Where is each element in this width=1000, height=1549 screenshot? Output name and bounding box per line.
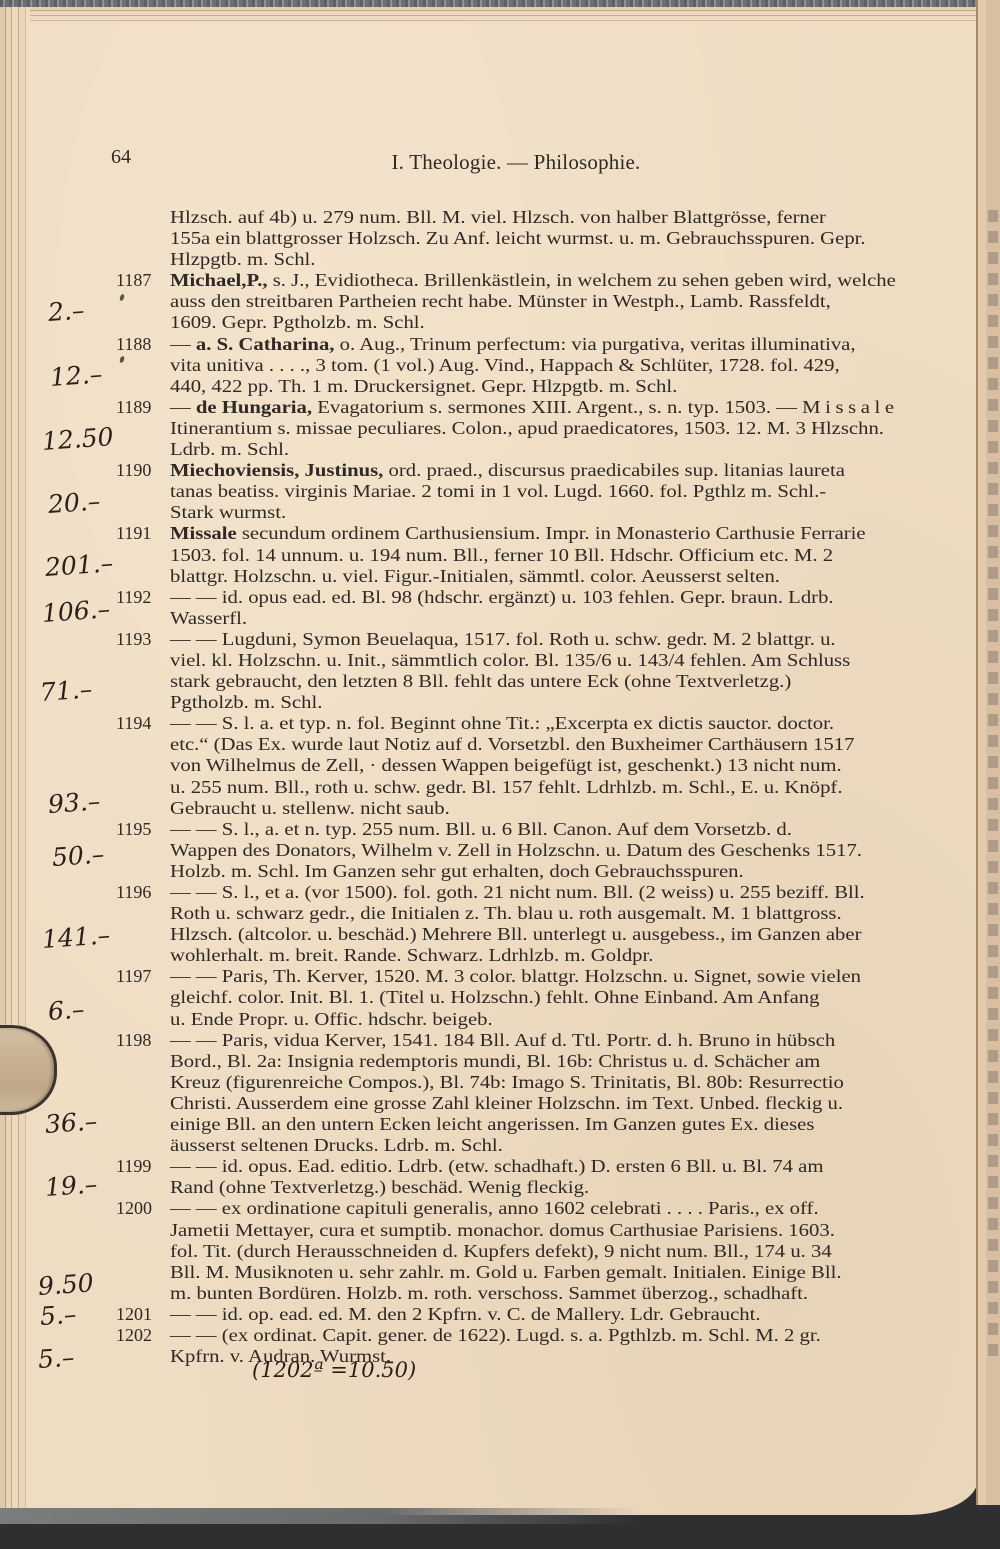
text-line: [116, 924, 936, 945]
entry-text: secundum ordinem Carthusiensium. Impr. in Monasterio Carthusie Ferrarie: [236, 523, 866, 544]
handwritten-price: 93.–: [46, 786, 102, 819]
line-text: 1609. Gepr. Pgtholzb. m. Schl.: [170, 312, 425, 333]
scan-bottom-shadow: [0, 1508, 640, 1524]
text-line: [116, 228, 936, 249]
text-line: [116, 439, 936, 460]
entry-first-line: [170, 966, 861, 987]
line-text: Bord., Bl. 2a: Insignia redemptoris mundi, Bl. 16b: Christus u. d. Schächer am: [170, 1050, 821, 1071]
entry-first-line: [170, 1156, 823, 1177]
entry-number: 1188: [116, 333, 152, 354]
text-line: [116, 987, 936, 1008]
handwritten-price: 50.–: [50, 839, 106, 872]
line-text: Rand (ohne Textverletzg.) beschäd. Wenig fleckig.: [170, 1177, 590, 1198]
text-line: [116, 1051, 936, 1072]
entry-number: 1202: [116, 1324, 152, 1345]
text-line: [116, 1135, 936, 1156]
text-line: [116, 861, 936, 882]
text-line: [116, 840, 936, 861]
line-text: Stark wurmst.: [170, 502, 287, 523]
line-text: Jametii Mettayer, cura et sumptib. monachor. domus Carthusiae Parisiens. 1603.: [170, 1219, 835, 1240]
line-text: Pgtholzb. m. Schl.: [170, 692, 323, 713]
entry-number: 1194: [116, 713, 152, 734]
adjacent-page-text-fragments: [988, 210, 998, 1360]
handwritten-price: 201.–: [43, 548, 115, 582]
line-text: vita unitiva . . . ., 3 tom. (1 vol.) Aug. Vind., Happach & Schlüter, 1728. fol. 429,: [170, 354, 840, 375]
book-binding-edge: [0, 7, 30, 1515]
text-line: [116, 1156, 936, 1177]
handwritten-price: 5.–: [38, 1299, 78, 1331]
text-line: [116, 334, 936, 355]
entry-author-title: Missale: [170, 523, 237, 544]
text-line: [116, 355, 936, 376]
text-line: [116, 502, 936, 523]
line-text: einige Bll. an den untern Ecken leicht angerissen. Im Ganzen gutes Ex. dieses: [170, 1114, 815, 1135]
text-line: [116, 566, 936, 587]
text-line: [116, 1262, 936, 1283]
text-line: [116, 312, 936, 333]
line-text: Holzb. m. Schl. Im Ganzen sehr gut erhalten, doch Gebrauchsspuren.: [170, 860, 744, 881]
text-line: [116, 713, 936, 734]
text-line: [116, 481, 936, 502]
text-line: [116, 819, 936, 840]
text-line: [116, 650, 936, 671]
handwritten-price: 6.–: [46, 994, 86, 1026]
text-line: [116, 903, 936, 924]
text-line: [116, 882, 936, 903]
line-text: Roth u. schwarz gedr., die Initialen z. Th. blau u. roth ausgemalt. M. 1 blattgross.: [170, 903, 842, 924]
entry-number: 1187: [116, 270, 152, 291]
text-line: [116, 376, 936, 397]
entry-number: 1195: [116, 818, 152, 839]
handwritten-price: 106.–: [40, 594, 112, 628]
text-line: [116, 734, 936, 755]
line-text: auss den streitbaren Partheien recht habe. Münster in Westph., Lamb. Rassfeldt,: [170, 291, 831, 312]
entry-number: 1200: [116, 1198, 152, 1219]
entry-number: 1199: [116, 1156, 152, 1177]
entry-text: — — S. l., et a. (vor 1500). fol. goth. 21 nicht num. Bll. (2 weiss) u. 255 beziff. Bll.: [170, 882, 865, 902]
line-text: 440, 422 pp. Th. 1 m. Druckersignet. Gepr. Hlzpgtb. m. Schl.: [170, 375, 678, 396]
entry-first-line: [170, 587, 834, 608]
line-text: Wappen des Donators, Wilhelm v. Zell in Holzschn. u. Datum des Geschenks 1517.: [170, 839, 862, 860]
text-line: [116, 587, 936, 608]
text-line: [116, 1241, 936, 1262]
text-line: [116, 523, 936, 544]
text-line: [116, 249, 936, 270]
handwritten-price: 12.–: [48, 359, 104, 392]
page-number: 64: [111, 146, 131, 168]
entry-number: 1193: [116, 628, 152, 649]
line-text: tanas beatiss. virginis Mariae. 2 tomi in 1 vol. Lugd. 1660. fol. Pgthlz m. Schl.-: [170, 481, 827, 502]
text-line: [116, 460, 936, 481]
entry-text: o. Aug., Trinum perfectum: via purgativa, veritas illuminativa,: [334, 333, 856, 354]
entry-first-line: [170, 1304, 761, 1325]
entry-text: s. J., Evidiotheca. Brillenkästlein, in welchem zu sehen geben wird, welche: [267, 270, 896, 291]
line-text: Christi. Ausserdem eine grosse Zahl kleiner Holzschn. im Text. Unbed. fleckig u.: [170, 1092, 844, 1113]
entry-first-line: [170, 334, 856, 355]
handwritten-price: 5.–: [36, 1342, 76, 1374]
line-text: gleichf. color. Init. Bl. 1. (Titel u. Holzschn.) fehlt. Ohne Einband. Am Anfang: [170, 987, 820, 1008]
text-line: [116, 1198, 936, 1219]
text-line: [116, 270, 936, 291]
entry-number: 1190: [116, 460, 152, 481]
entry-text: Evagatorium s. sermones XIII. Argent., s. n. typ. 1503. —: [312, 396, 803, 417]
text-line: [116, 1220, 936, 1241]
entry-first-line: [170, 629, 836, 650]
entry-number: 1189: [116, 396, 152, 417]
text-line: [116, 545, 936, 566]
line-text: u. Ende Propr. u. Offic. hdschr. beigeb.: [170, 1008, 493, 1029]
line-text: Itinerantium s. missae peculiares. Colon., apud praedicatores, 1503. 12. M. 3 Hlzschn.: [170, 417, 884, 438]
line-text: stark gebraucht, den letzten 8 Bll. fehlt das untere Eck (ohne Textverletzg.): [170, 671, 792, 692]
text-line: [116, 1346, 936, 1367]
entry-text: —: [170, 333, 196, 354]
entry-text: — — Paris, vidua Kerver, 1541. 184 Bll. Auf d. Ttl. Portr. d. h. Bruno in hübsch: [170, 1029, 836, 1050]
text-line: [116, 1114, 936, 1135]
handwritten-price: 71.–: [38, 674, 94, 707]
entry-text: — — (ex ordinat. Capit. gener. de 1622). Lugd. s. a. Pgthlzb. m. Schl. M. 2 gr.: [170, 1324, 821, 1345]
adjacent-page-edge: [976, 0, 1000, 1505]
entry-text: — — S. l. a. et typ. n. fol. Beginnt ohne Tit.: „Excerpta ex dictis sauctor. doctor.: [170, 713, 835, 734]
entry-first-line: [170, 1198, 819, 1219]
text-line: [116, 671, 936, 692]
text-line: [116, 1325, 936, 1346]
entry-text: ord. praed., discursus praedicabiles sup. litanias laureta: [383, 460, 845, 481]
line-text: Wasserfl.: [170, 607, 248, 628]
handwritten-price: 141.–: [40, 920, 112, 954]
entry-author-title: de Hungaria,: [195, 396, 313, 417]
handwritten-price: 2.–: [46, 295, 86, 327]
entry-text: — — ex ordinatione capituli generalis, anno 1602 celebrati . . . . Paris., ex off.: [170, 1198, 819, 1219]
line-text: wohlerhalt. m. breit. Rande. Schwarz. Ldrhlzb. m. Goldpr.: [170, 945, 654, 966]
text-line: [116, 1304, 936, 1325]
text-line: [116, 1093, 936, 1114]
entry-number: 1201: [116, 1303, 152, 1324]
text-line: [116, 1283, 936, 1304]
text-line: [116, 608, 936, 629]
text-line: [116, 418, 936, 439]
text-line: [116, 629, 936, 650]
entry-number: 1192: [116, 586, 152, 607]
text-line: [116, 692, 936, 713]
text-line: [116, 207, 936, 228]
line-text: Ldrb. m. Schl.: [170, 439, 290, 460]
running-head: I. Theologie. — Philosophie.: [391, 150, 641, 174]
text-line: [116, 397, 936, 418]
line-text: Hlzpgtb. m. Schl.: [170, 249, 316, 270]
line-text: Gebraucht u. stellenw. nicht saub.: [170, 797, 450, 818]
text-line: [116, 966, 936, 987]
text-line: [116, 945, 936, 966]
handwritten-price: 9.50: [36, 1268, 95, 1301]
entry-text: — — S. l., a. et n. typ. 255 num. Bll. u. 6 Bll. Canon. Auf dem Vorsetzb. d.: [170, 818, 792, 839]
handwritten-price: 12.50: [40, 422, 115, 456]
entry-first-line: [170, 460, 845, 481]
line-text: Hlzsch. auf 4b) u. 279 num. Bll. M. viel. Hlzsch. von halber Blattgrösse, ferner: [170, 207, 826, 227]
entry-first-line: [170, 882, 865, 903]
entry-author-title: Miechoviensis, Justinus,: [170, 460, 384, 481]
entry-spaced-title: Missale: [802, 396, 899, 417]
line-text: etc.“ (Das Ex. wurde laut Notiz auf d. Vorsetzbl. den Buxheimer Carthäusern 1517: [170, 734, 855, 755]
entry-first-line: [170, 523, 866, 544]
handwritten-price: 36.–: [43, 1106, 99, 1139]
entry-first-line: [170, 713, 834, 734]
entry-number: 1191: [116, 523, 152, 544]
entry-text: — — id. opus. Ead. editio. Ldrb. (etw. schadhaft.) D. ersten 6 Bll. u. Bl. 74 am: [170, 1156, 824, 1177]
line-text: Bll. M. Musiknoten u. sehr zahlr. m. Gold u. Farben gemalt. Initialen. Einige Bll.: [170, 1261, 842, 1282]
entry-first-line: [170, 1030, 835, 1051]
entry-first-line: [170, 397, 899, 418]
handwritten-note: (1202ª =10.50): [252, 1358, 417, 1382]
page-top-edge: [0, 7, 978, 23]
entry-text: — — id. opus ead. ed. Bl. 98 (hdschr. ergänzt) u. 103 fehlen. Gepr. braun. Ldrb.: [170, 586, 834, 607]
line-text: Hlzsch. (altcolor. u. beschäd.) Mehrere Bll. unterlegt u. ausgebess., im Ganzen aber: [170, 924, 862, 945]
entry-number: 1197: [116, 966, 152, 987]
text-line: [116, 1072, 936, 1093]
line-text: blattgr. Holzschn. u. viel. Figur.-Initialen, sämmtl. color. Aeusserst selten.: [170, 565, 780, 586]
entry-text: —: [170, 396, 196, 417]
line-text: äusserst seltenen Drucks. Ldrb. m. Schl.: [170, 1135, 503, 1156]
entry-text: — — id. op. ead. ed. M. den 2 Kpfrn. v. C. de Mallery. Ldr. Gebraucht.: [170, 1303, 761, 1324]
line-text: fol. Tit. (durch Herausschneiden d. Kupfers defekt), 9 nicht num. Bll., 174 u. 34: [170, 1240, 832, 1261]
text-line: [116, 1030, 936, 1051]
entry-author-title: a. S. Catharina,: [195, 333, 335, 354]
entry-text: — — Lugduni, Symon Beuelaqua, 1517. fol. Roth u. schw. gedr. M. 2 blattgr. u.: [170, 628, 836, 649]
handwritten-price: 19.–: [43, 1169, 99, 1202]
handwritten-price: 20.–: [46, 486, 102, 519]
entry-number: 1196: [116, 882, 152, 902]
text-line: [116, 1177, 936, 1198]
line-text: m. bunten Bordüren. Holzb. m. roth. verschoss. Sammet überzog., schadhaft.: [170, 1282, 809, 1303]
text-line: [116, 777, 936, 798]
text-line: [116, 798, 936, 819]
text-line: [116, 1009, 936, 1030]
text-line: [116, 755, 936, 776]
catalog-entries: [116, 207, 936, 1367]
line-text: Kreuz (figurenreiche Compos.), Bl. 74b: Imago S. Trinitatis, Bl. 80b: Resurrectio: [170, 1071, 844, 1092]
line-text: viel. kl. Holzschn. u. Init., sämmtlich color. Bl. 135/6 u. 143/4 fehlen. Am Schluss: [170, 649, 851, 670]
entry-first-line: [170, 819, 792, 840]
entry-number: 1198: [116, 1029, 152, 1050]
text-line: [116, 291, 936, 312]
entry-author-title: Michael,P.,: [170, 270, 268, 291]
entry-first-line: [170, 1325, 821, 1346]
entry-first-line: [170, 270, 896, 291]
line-text: u. 255 num. Bll., roth u. schw. gedr. Bl. 157 fehlt. Ldrhlzb. m. Schl., E. u. Knöpf.: [170, 776, 843, 797]
entry-text: — — Paris, Th. Kerver, 1520. M. 3 color. blattgr. Holzschn. u. Signet, sowie vielen: [170, 966, 862, 987]
line-text: von Wilhelmus de Zell, · dessen Wappen beigefügt ist, geschenkt.) 13 nicht num.: [170, 755, 842, 776]
line-text: 1503. fol. 14 unnum. u. 194 num. Bll., ferner 10 Bll. Hdschr. Officium etc. M. 2: [170, 544, 834, 565]
line-text: 155a ein blattgrosser Holzsch. Zu Anf. leicht wurmst. u. m. Gebrauchsspuren. Gepr.: [170, 228, 866, 249]
line-text: Kpfrn. v. Audran. Wurmst.: [170, 1346, 392, 1367]
